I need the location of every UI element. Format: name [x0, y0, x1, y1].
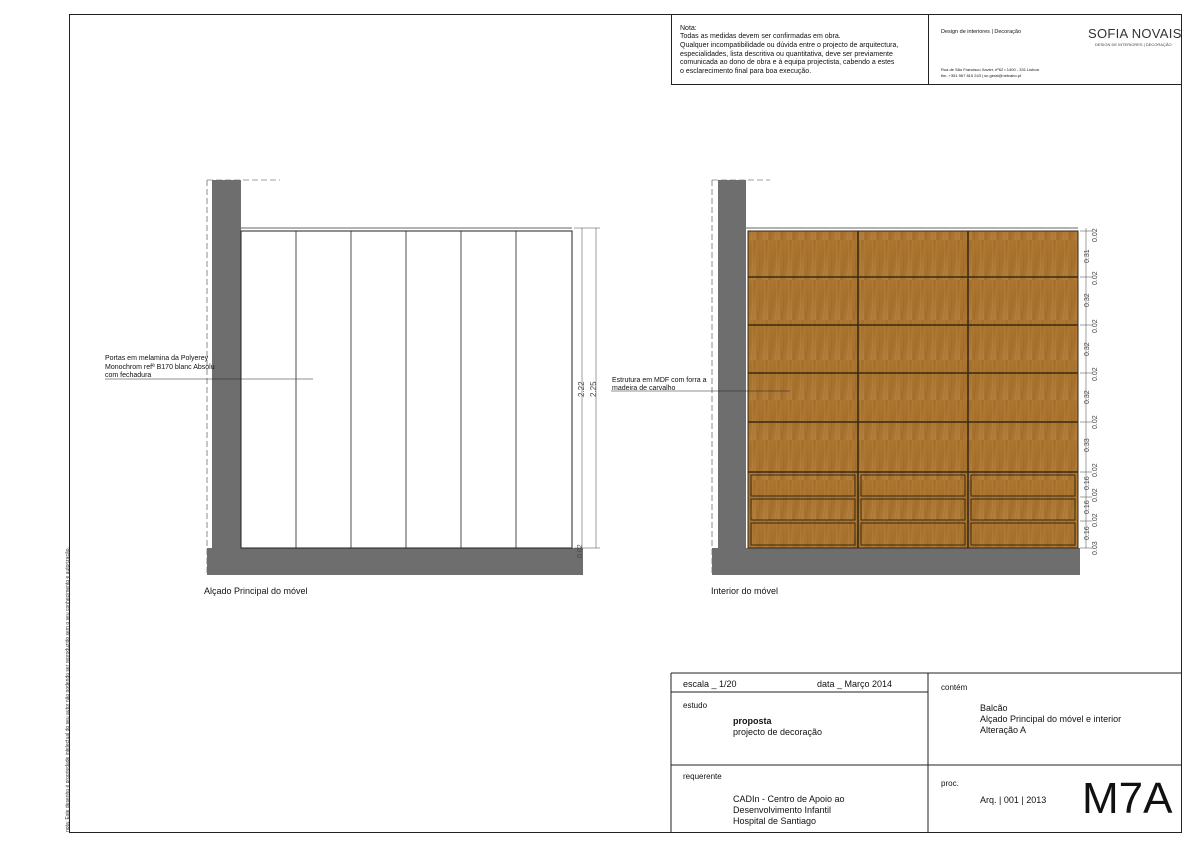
dim-label: 0.32	[1084, 342, 1091, 356]
brand-services: Design de interiores | Decoração	[941, 29, 1021, 35]
requester-line: Hospital de Santiago	[733, 816, 817, 826]
cabinet-interior	[748, 231, 1078, 548]
requester-label: requerente	[683, 772, 722, 781]
dim-label: 0.16	[1084, 500, 1091, 514]
dim-label: 0.02	[1092, 463, 1099, 477]
brand-contact: tlm. +351 967 815 243 | sn.geral@netcabo.pt	[941, 73, 1022, 78]
floor-slab	[207, 548, 583, 575]
cabinet-front	[241, 231, 572, 548]
sheet-code: M7A	[1082, 774, 1173, 823]
proc-label: proc.	[941, 779, 959, 788]
scale-label: escala _ 1/20	[683, 679, 737, 689]
front-elevation-caption: Alçado Principal do móvel	[204, 586, 308, 596]
dim-label: 0.32	[1084, 390, 1091, 404]
contains-line: Balcão	[980, 703, 1008, 713]
dim-label: 0.03	[1092, 541, 1099, 555]
right-wall	[718, 180, 746, 548]
brand-tagline: DESIGN DE INTERIORES | DECORAÇÃO	[1095, 42, 1172, 47]
note-title: Nota:	[680, 25, 697, 32]
note-line: Qualquer incompatibilidade ou dúvida entre o projecto de arquitectura,	[680, 42, 899, 49]
note-line: comunicada ao dono de obra e à equipa projectista, cabendo a estes	[680, 59, 895, 66]
front-label-line: Monochrom refª B170 blanc Absolu	[105, 364, 215, 371]
interior-label-line: madeira de carvalho	[612, 385, 676, 392]
dim-label: 0.32	[1084, 293, 1091, 307]
study-label: estudo	[683, 701, 708, 710]
note-line: especialidades, lista descritiva ou quantitativa, deve ser previamente	[680, 51, 893, 58]
note-line: Todas as medidas devem ser confirmadas em obra.	[680, 33, 841, 40]
dim-inner-height: 2.22	[577, 381, 586, 397]
dim-label: 0.02	[1092, 319, 1099, 333]
dim-label: 0.02	[1092, 513, 1099, 527]
brand-address: Rua de São Francisco Xavier, nº62 • 1400 - 331 Lisboa	[941, 67, 1039, 72]
dim-label: 0.02	[1092, 415, 1099, 429]
copyright-note: nota: Este desenho é propriedade intelectual do seu autor não podendo ser reproduzido sem o seu conhecimento e autorização.	[65, 547, 71, 832]
requester-line: Desenvolvimento Infantil	[733, 805, 832, 815]
left-wall	[212, 180, 241, 548]
requester-line: CADIn - Centro de Apoio ao	[733, 794, 845, 804]
dim-label: 0.31	[1084, 249, 1091, 263]
study-value: projecto de decoração	[733, 727, 823, 737]
contains-line: Alçado Principal do móvel e interior	[980, 714, 1122, 724]
front-label-line: Portas em melamina da Polyerey	[105, 355, 209, 362]
dim-label: 0.16	[1084, 476, 1091, 490]
study-value-bold: proposta	[733, 716, 772, 726]
date-label: data _ Março 2014	[817, 679, 893, 689]
front-label-line: com fechadura	[105, 372, 152, 379]
brand-logo: SOFIA NOVAIS	[1088, 26, 1182, 41]
dim-label: 0.33	[1084, 438, 1091, 452]
contains-label: contém	[941, 683, 968, 692]
note-line: o esclarecimento final para boa execução.	[680, 68, 812, 75]
dim-label: 0.02	[1092, 488, 1099, 502]
front-elevation	[105, 180, 600, 575]
dim-label: 0.02	[1092, 271, 1099, 285]
dim-label: 0.02	[1092, 367, 1099, 381]
contains-line: Alteração A	[980, 725, 1027, 735]
proc-value: Arq. | 001 | 2013	[980, 795, 1047, 805]
dim-label: 0.02	[1092, 228, 1099, 242]
dim-bottom: 0.02	[577, 544, 584, 558]
interior-label-line: Estrutura em MDF com forra a	[612, 377, 707, 384]
dim-outer-height: 2.25	[589, 381, 598, 397]
dim-label: 0.16	[1084, 526, 1091, 540]
interior-caption: Interior do móvel	[711, 586, 779, 596]
right-floor-slab	[712, 548, 1080, 575]
